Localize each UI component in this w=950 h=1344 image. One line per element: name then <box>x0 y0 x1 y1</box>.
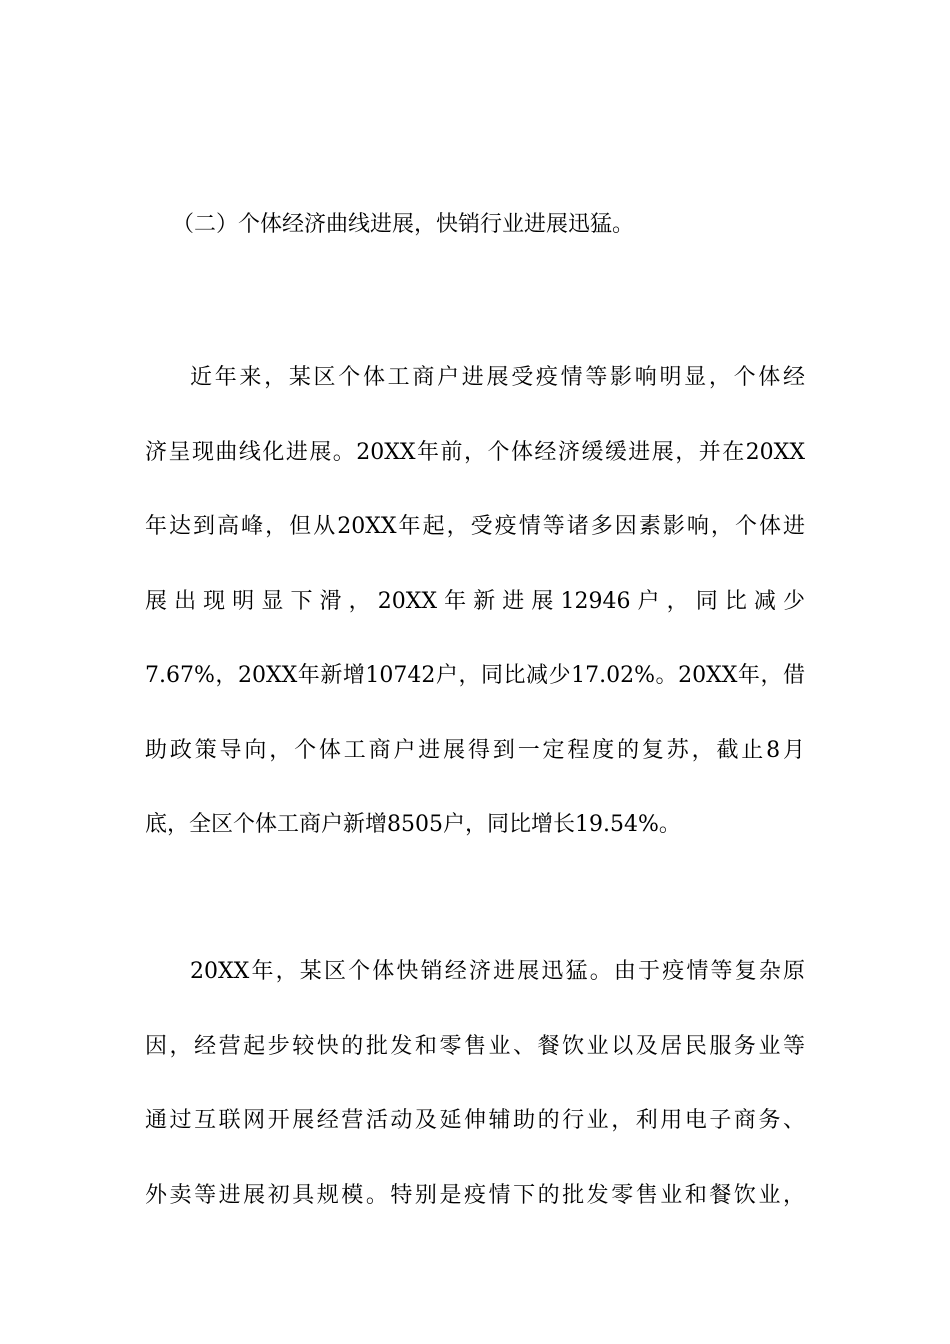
paragraph-line: 7.67%，20XX年新增10742户，同比减少17.02%。20XX年，借 <box>145 663 805 688</box>
paragraph-line: 通过互联网开展经营活动及延伸辅助的行业，利用电子商务、 <box>145 1108 805 1133</box>
paragraph-line: 20XX年，某区个体快销经济进展迅猛。由于疫情等复杂原 <box>190 959 805 984</box>
section-heading: （二）个体经济曲线进展，快销行业进展迅猛。 <box>172 212 635 237</box>
paragraph-2 <box>145 952 805 1250</box>
paragraph-line: 年达到高峰，但从20XX年起，受疫情等诸多因素影响，个体进 <box>145 514 805 539</box>
paragraph-line: 展出现明显下滑，20XX年新进展12946户，同比减少 <box>145 588 805 614</box>
paragraph-1 <box>145 358 805 880</box>
paragraph-line: 外卖等进展初具规模。特别是疫情下的批发零售业和餐饮业， <box>145 1182 805 1208</box>
paragraph-line: 因，经营起步较快的批发和零售业、餐饮业以及居民服务业等 <box>145 1033 805 1059</box>
paragraph-line: 助政策导向，个体工商户进展得到一定程度的复苏，截止8月 <box>145 737 805 763</box>
paragraph-line: 底，全区个体工商户新增8505户，同比增长19.54%。 <box>145 812 681 837</box>
paragraph-line: 近年来，某区个体工商户进展受疫情等影响明显，个体经 <box>190 365 805 390</box>
paragraph-line: 济呈现曲线化进展。20XX年前，个体经济缓缓进展，并在20XX <box>145 439 805 465</box>
